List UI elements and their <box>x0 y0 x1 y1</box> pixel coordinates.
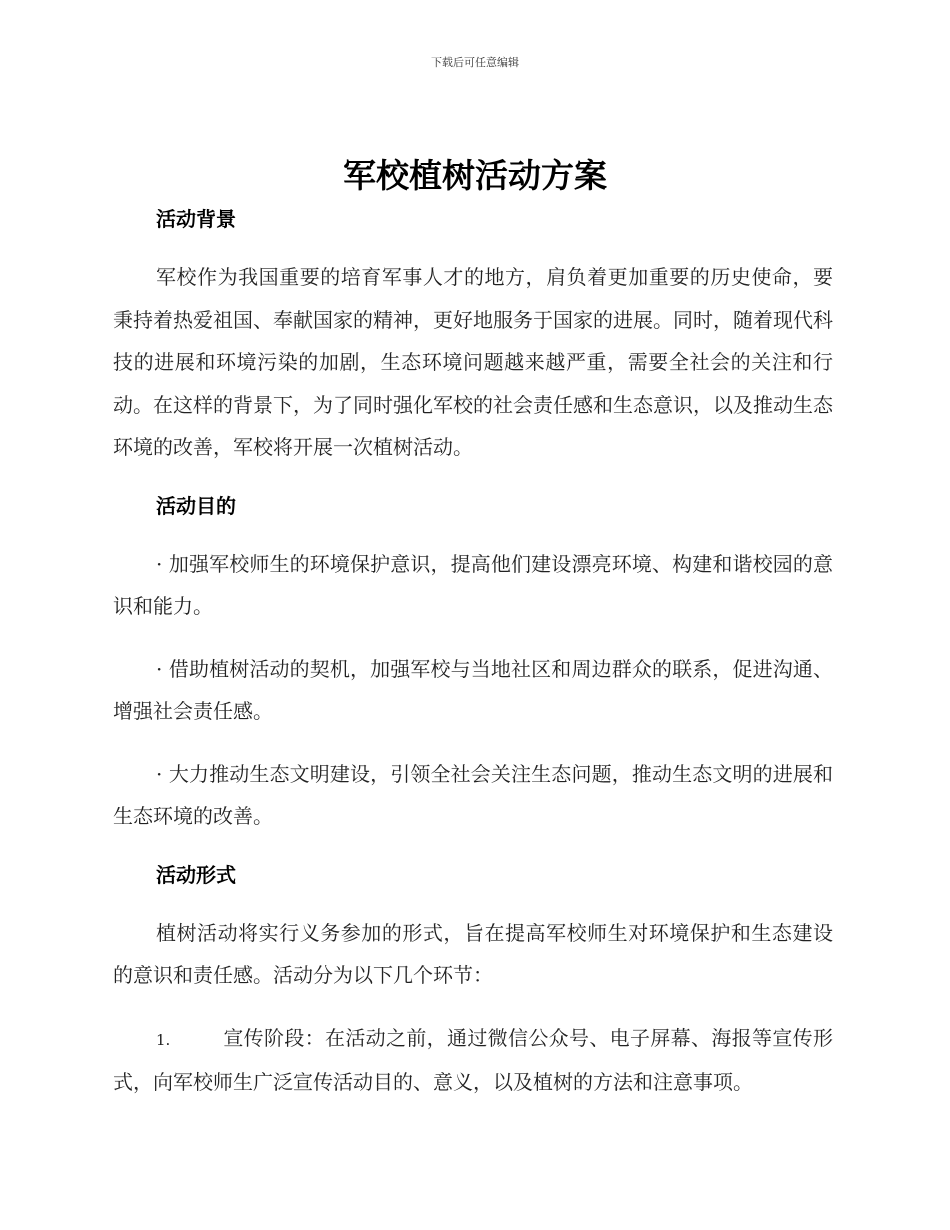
paragraph-background: 军校作为我国重要的培育军事人才的地方，肩负着更加重要的历史使命，要秉持着热爱祖国、奉献国家的精神，更好地服务于国家的进展。同时，随着现代科技的进展和环境污染的加剧，生态环境问题越来越严重，需要全社会的关注和行动。在这样的背景下，为了同时强化军校的社会责任感和生态意识，以及推动生态环境的改善，军校将开展一次植树活动。 <box>113 265 833 459</box>
section-heading-purpose: 活动目的 <box>156 493 236 518</box>
section-heading-background: 活动背景 <box>156 207 236 231</box>
numbered-item-number: 1. <box>156 1030 171 1049</box>
list-item-purpose-2: · 借助植树活动的契机，加强军校与当地社区和周边群众的联系，促进沟通、增强社会责任感。 <box>113 656 833 723</box>
numbered-item-text: 宣传阶段：在活动之前，通过微信公众号、电子屏幕、海报等宣传形式，向军校师生广泛宣传活动目的、意义，以及植树的方法和注意事项。 <box>113 1025 833 1094</box>
document-body <box>113 202 833 1104</box>
page-title: 军校植树活动方案 <box>343 156 607 195</box>
numbered-item-1 <box>113 1017 833 1104</box>
header-note: 下载后可任意编辑 <box>431 56 519 69</box>
paragraph-format: 植树活动将实行义务参加的形式，旨在提高军校师生对环境保护和生态建设的意识和责任感。活动分为以下几个环节： <box>113 920 833 987</box>
list-item-purpose-1: · 加强军校师生的环境保护意识，提高他们建设漂亮环境、构建和谐校园的意识和能力。 <box>113 551 833 618</box>
section-heading-format: 活动形式 <box>156 862 236 887</box>
list-item-purpose-3: · 大力推动生态文明建设，引领全社会关注生态问题，推动生态文明的进展和生态环境的改善。 <box>113 761 833 828</box>
